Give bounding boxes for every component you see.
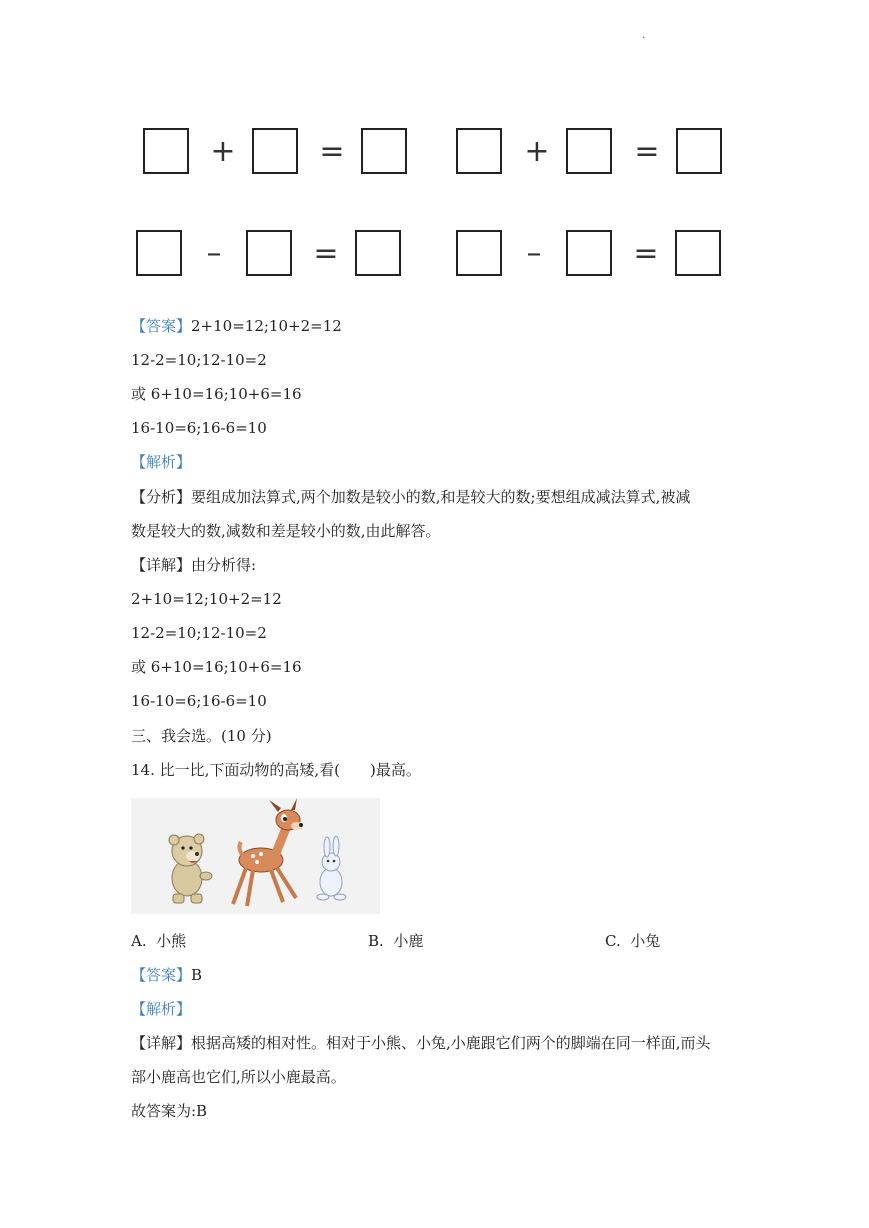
- minus-sign: –: [526, 236, 542, 271]
- page-marker: .: [642, 30, 646, 41]
- answer-text: 2+10=12;10+2=12: [191, 317, 342, 335]
- analysis-paragraph-cont: 数是较大的数,减数和差是较小的数,由此解答。: [131, 522, 441, 540]
- xiangjie-tag: 【详解】: [131, 1034, 192, 1052]
- detail-line: 或 6+10=16;10+6=16: [131, 658, 302, 676]
- answer-box[interactable]: [355, 230, 401, 276]
- detail-line: 2+10=12;10+2=12: [131, 590, 282, 608]
- answer-box[interactable]: [566, 128, 612, 174]
- answer-tag: 【答案】: [131, 317, 192, 335]
- plus-sign: +: [524, 134, 550, 169]
- option-label: B.: [368, 932, 384, 950]
- q14-conclusion: 故答案为:B: [131, 1102, 208, 1120]
- answer-box[interactable]: [361, 128, 407, 174]
- fenxi-tag: 【分析】: [131, 488, 192, 506]
- answer-line: [131, 316, 342, 336]
- q14-answer-line: [131, 965, 202, 985]
- answer-box[interactable]: [136, 230, 182, 276]
- answer-line: 12-2=10;12-10=2: [131, 351, 267, 369]
- deer-figure: [233, 798, 303, 906]
- option-b[interactable]: [368, 931, 423, 951]
- option-text: 小熊: [156, 932, 187, 950]
- minus-sign: –: [206, 236, 222, 271]
- analysis-tag: 【解析】: [131, 1000, 192, 1018]
- answer-box[interactable]: [143, 128, 189, 174]
- answer-box[interactable]: [675, 230, 721, 276]
- option-text: 小兔: [630, 932, 661, 950]
- plus-sign: +: [210, 134, 236, 169]
- equals-sign: =: [634, 134, 660, 169]
- answer-box[interactable]: [566, 230, 612, 276]
- xiangjie-text: 由分析得:: [191, 556, 257, 574]
- answer-line: 或 6+10=16;10+6=16: [131, 385, 302, 403]
- section-heading: 三、我会选。(10 分): [131, 727, 272, 745]
- answer-value: B: [191, 966, 203, 984]
- bear-figure: [169, 834, 212, 903]
- answer-line: 16-10=6;16-6=10: [131, 419, 267, 437]
- xiangjie-text: 根据高矮的相对性。相对于小熊、小兔,小鹿跟它们两个的脚端在同一样面,而头: [191, 1034, 711, 1052]
- xiangjie-tag: 【详解】: [131, 556, 192, 574]
- equals-sign: =: [313, 236, 339, 271]
- analysis-tag: 【解析】: [131, 453, 192, 471]
- answer-box[interactable]: [252, 128, 298, 174]
- q14-detail-paragraph-cont: 部小鹿高也它们,所以小鹿最高。: [131, 1068, 346, 1086]
- equals-sign: =: [633, 236, 659, 271]
- answer-box[interactable]: [676, 128, 722, 174]
- equals-sign: =: [319, 134, 345, 169]
- option-label: A.: [131, 932, 147, 950]
- animals-picture: [131, 798, 380, 914]
- option-a[interactable]: [131, 931, 186, 951]
- detail-heading: [131, 555, 256, 575]
- rabbit-figure: [317, 836, 346, 900]
- analysis-paragraph: [131, 487, 690, 507]
- answer-tag: 【答案】: [131, 966, 192, 984]
- question-stem: 14. 比一比,下面动物的高矮,看( )最高。: [131, 761, 421, 779]
- option-c[interactable]: [605, 931, 660, 951]
- q14-detail-paragraph: [131, 1033, 711, 1053]
- answer-box[interactable]: [456, 128, 502, 174]
- option-label: C.: [605, 932, 621, 950]
- answer-box[interactable]: [456, 230, 502, 276]
- detail-line: 16-10=6;16-6=10: [131, 692, 267, 710]
- fenxi-text: 要组成加法算式,两个加数是较小的数,和是较大的数;要想组成减法算式,被减: [191, 488, 691, 506]
- answer-box[interactable]: [246, 230, 292, 276]
- detail-line: 12-2=10;12-10=2: [131, 624, 267, 642]
- animals-illustration: [131, 798, 380, 914]
- option-text: 小鹿: [393, 932, 424, 950]
